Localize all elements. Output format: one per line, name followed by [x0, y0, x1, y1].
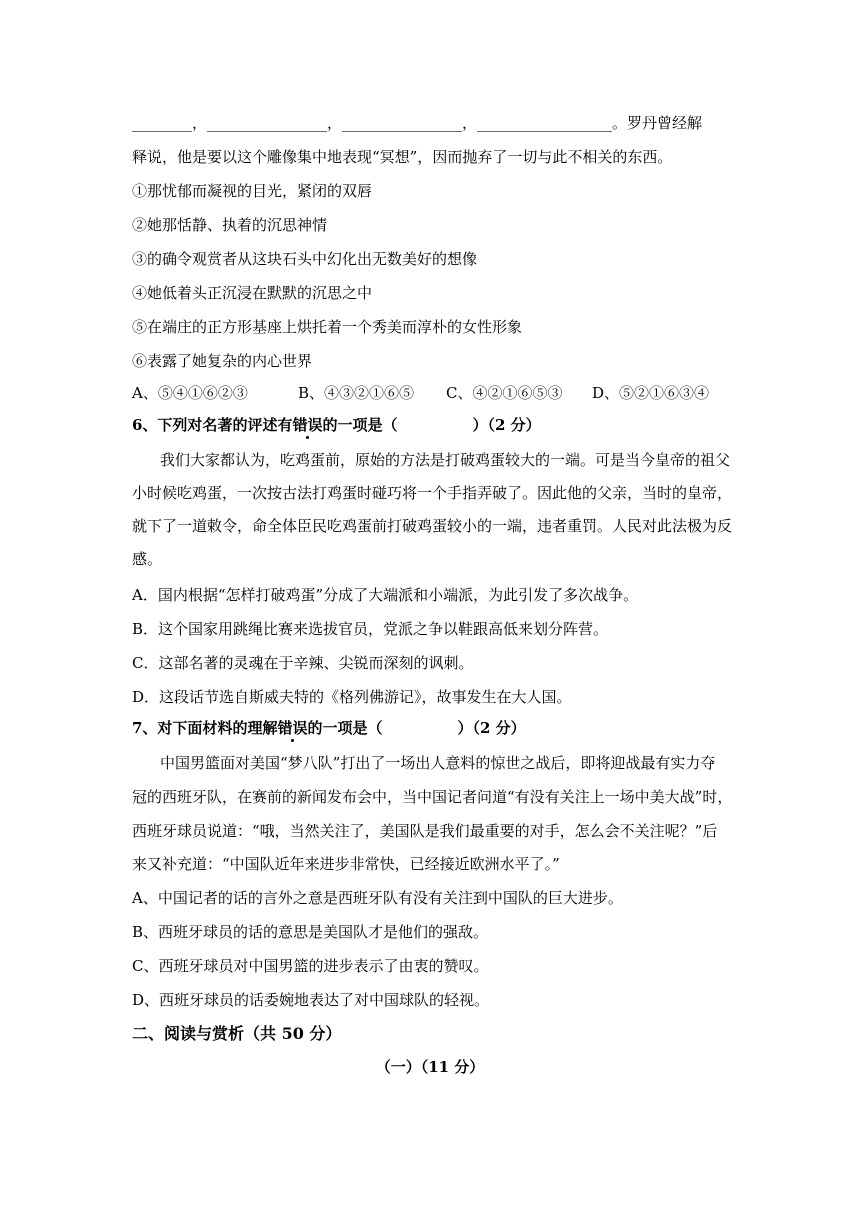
- q6-passage-line-2: 小时候吃鸡蛋，一次按古法打鸡蛋时碰巧将一个手指弄破了。因此他的父亲，当时的皇帝，: [132, 484, 733, 502]
- q6-stem: [132, 414, 541, 436]
- q5-item-3: ③的确令观赏者从这块石头中幻化出无数美好的想像: [132, 250, 478, 268]
- q6-passage-line-3: 就下了一道敕令，命全体臣民吃鸡蛋前打破鸡蛋较小的一端，违者重罚。人民对此法极为反: [132, 517, 733, 535]
- q5-option-c: C、④②①⑥⑤③: [446, 384, 563, 402]
- q7-passage-line-3: 西班牙球员说道：“哦，当然关注了，美国队是我们最重要的对手，怎么会不关注呢？”后: [132, 822, 718, 840]
- q7-passage-line-2: 冠的西班牙队，在赛前的新闻发布会中，当中国记者问道“有没有关注上一场中美大战”时，: [132, 788, 733, 806]
- q5-item-4: ④她低着头正沉浸在默默的沉思之中: [132, 284, 373, 302]
- q7-option-b: B、西班牙球员的话的意思是美国队才是他们的强敌。: [132, 923, 489, 941]
- q7-stem-pre: 7、对下面材料的理解: [132, 719, 278, 737]
- q5-item-5: ⑤在端庄的正方形基座上烘托着一个秀美而淳朴的女性形象: [132, 318, 523, 336]
- q6-option-a: A．国内根据“怎样打破鸡蛋”分成了大端派和小端派，为此引发了多次战争。: [132, 586, 639, 604]
- q5-item-2: ②她那恬静、执着的沉思神情: [132, 216, 328, 234]
- subsection-title: （一）（11 分）: [375, 1058, 485, 1076]
- q5-item-1: ①那忧郁而凝视的目光，紧闭的双唇: [132, 182, 373, 200]
- q7-stem-post: 的一项是（ ）（2 分）: [307, 719, 526, 737]
- q5-option-d: D、⑤②①⑥③④: [592, 384, 710, 402]
- q7-passage-line-1: 中国男篮面对美国“梦八队”打出了一场出人意料的惊世之战后，即将迎战最有实力夺: [160, 754, 716, 772]
- q6-option-b: B．这个国家用跳绳比赛来选拔官员，党派之争以鞋跟高低来划分阵营。: [132, 620, 609, 638]
- q5-item-6: ⑥表露了她复杂的内心世界: [132, 352, 313, 370]
- q7-option-a: A、中国记者的话的言外之意是西班牙队有没有关注到中国队的巨大进步。: [132, 889, 623, 907]
- q7-passage-line-4: 来又补充道：“中国队近年来进步非常快，已经接近欧洲水平了。”: [132, 855, 560, 873]
- q5-blanks-line: ________，________________，________________，__________________。罗丹曾经解: [132, 114, 703, 132]
- q5-continuation-line: 释说，他是要以这个雕像集中地表现“冥想”，因而抛弃了一切与此不相关的东西。: [132, 148, 673, 166]
- q7-stem-emphasis: 错误: [277, 719, 308, 737]
- q5-option-b: B、④③②①⑥⑤: [298, 384, 415, 402]
- q6-option-c: C．这部名著的灵魂在于辛辣、尖锐而深刻的讽刺。: [132, 654, 474, 672]
- q7-option-c: C、西班牙球员对中国男篮的进步表示了由衷的赞叹。: [132, 957, 489, 975]
- q6-stem-emphasis: 错误: [292, 416, 323, 434]
- q6-passage-line-1: 我们大家都认为，吃鸡蛋前，原始的方法是打破鸡蛋较大的一端。可是当今皇帝的祖父: [160, 451, 731, 469]
- section-title: 二、阅读与赏析（共 50 分）: [132, 1024, 342, 1043]
- q7-stem: [132, 717, 526, 739]
- q5-option-a: A、⑤④①⑥②③: [132, 384, 248, 402]
- q6-stem-post: 的一项是（ ）（2 分）: [322, 416, 541, 434]
- q6-option-d: D．这段话节选自斯威夫特的《格列佛游记》，故事发生在大人国。: [132, 688, 572, 706]
- q7-option-d: D、西班牙球员的话委婉地表达了对中国球队的轻视。: [132, 991, 490, 1009]
- q6-passage-line-4: 感。: [132, 550, 163, 568]
- q6-stem-pre: 6、下列对名著的评述有: [132, 416, 293, 434]
